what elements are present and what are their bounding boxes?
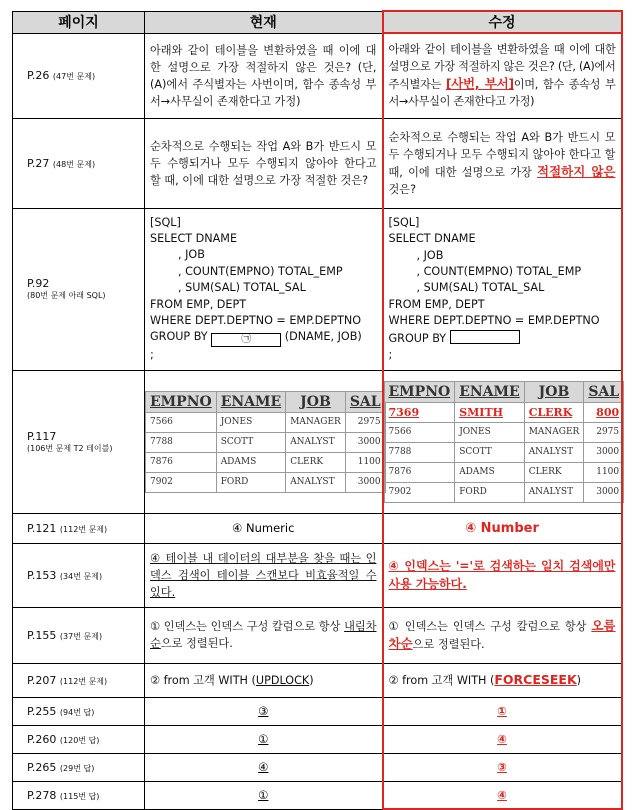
table-row [13, 697, 622, 725]
table-row [13, 607, 622, 663]
fix-highlight: 적절하지 않은 [537, 163, 616, 179]
current-cell: ④ [145, 753, 383, 781]
current-cell: ④ 테이블 내 데이터의 대부분을 찾을 때는 인덱스 검색이 테이블 스캔보다 비효율적일 수 있다. [145, 543, 383, 607]
table-row [13, 753, 622, 781]
table-row [13, 543, 622, 607]
fix-highlight: 오름차순 [388, 618, 616, 652]
fix-highlight: FORCESEEK [494, 672, 577, 688]
blank-box [450, 330, 520, 344]
page-cell: P.92 (80번 문제 아래 SQL) [13, 208, 145, 370]
current-cell [145, 208, 383, 370]
header-row [13, 11, 622, 33]
fix-cell: ④ [383, 725, 622, 753]
errata-table [12, 10, 623, 810]
page-cell: P.265 (29번 답) [13, 753, 145, 781]
fix-cell [383, 370, 622, 513]
table-row: 7788 SCOTT ANALYST 3000 [384, 442, 624, 462]
sql-block: [SQL] SELECT DNAME , JOB , COUNT(EMPNO) TOTAL_EMP , SUM(SAL) TOTAL_SAL FROM EMP, DEPT WHERE DEPT.DEPTNO = EMP.DEPTNO GROUP BY ; [388, 215, 600, 362]
table-row [13, 208, 622, 370]
current-cell: ④ Numeric [145, 513, 383, 543]
current-cell: ① [145, 781, 383, 809]
fix-cell: ④ [383, 781, 622, 809]
fix-cell [383, 208, 622, 370]
fix-cell: ② from 고객 WITH (FORCESEEK) [383, 663, 622, 697]
header-current: 현재 [145, 11, 383, 33]
current-cell: ① 인덱스는 인덱스 구성 칼럼으로 항상 내림차순으로 정렬된다. [145, 607, 383, 663]
fix-cell: ④ Number [383, 513, 622, 543]
table-row [13, 118, 622, 208]
fix-cell: ① [383, 697, 622, 725]
blank-box: ㉠ [211, 333, 281, 347]
fix-cell: ① 인덱스는 인덱스 구성 칼럼으로 항상 오름차순으로 정렬된다. [383, 607, 622, 663]
current-cell: 순차적으로 수행되는 작업 A와 B가 반드시 모두 수행되거나 모두 수행되지 않아야 한다고 할 때, 이에 대한 설명으로 가장 적절한 것은? [145, 118, 383, 208]
page-cell: P.255 (94번 답) [13, 697, 145, 725]
current-cell [145, 370, 383, 513]
table-row [13, 725, 622, 753]
table-row: 7566 JONES MANAGER 2975 [384, 422, 624, 442]
t2-table-fixed: EMPNO ENAME JOB SAL 7369 SMITH CLERK 800 7566 JONES MANAGER 2975 7788 SCOTT ANALYST 3000 7876 ADAMS CLERK 1100 7902 FORD ANALYST 3000 [384, 381, 625, 503]
page-cell: P.26 (47번 문제) [13, 33, 145, 118]
table-row [13, 513, 622, 543]
page-cell: P.260 (120번 답) [13, 725, 145, 753]
table-row [13, 781, 622, 809]
table-row: 7788 SCOTT ANALYST 3000 [146, 432, 386, 452]
table-row: 7902 FORD ANALYST 3000 [384, 482, 624, 502]
fix-cell: 아래와 같이 테이블을 변환하였을 때 이에 대한 설명으로 가장 적절하지 않은 것은? (단, (A)에서 주식별자는 [사번, 부서]이며, 함수 종속성 부서→사무실이 존재한다고 가정) [383, 33, 622, 118]
page-cell: P.278 (115번 답) [13, 781, 145, 809]
table-row: 7876 ADAMS CLERK 1100 [384, 462, 624, 482]
current-cell: 아래와 같이 테이블을 변환하였을 때 이에 대한 설명으로 가장 적절하지 않은 것은? (단, (A)에서 주식별자는 사번이며, 함수 종속성 부서→사무실이 존재한다고 가정) [145, 33, 383, 118]
table-row [13, 663, 622, 697]
page-cell: P.155 (37번 문제) [13, 607, 145, 663]
table-row [13, 370, 622, 513]
current-cell: ② from 고객 WITH (UPDLOCK) [145, 663, 383, 697]
fix-cell: ③ [383, 753, 622, 781]
sql-block: [SQL] SELECT DNAME , JOB , COUNT(EMPNO) TOTAL_EMP , SUM(SAL) TOTAL_SAL FROM EMP, DEPT WHERE DEPT.DEPTNO = EMP.DEPTNO GROUP BY ㉠ (DNAME, JOB) ; [150, 215, 362, 362]
page-cell: P.27 (48번 문제) [13, 118, 145, 208]
table-row: 7876 ADAMS CLERK 1100 [146, 452, 386, 472]
table-row: 7902 FORD ANALYST 3000 [146, 472, 386, 492]
current-cell: ③ [145, 697, 383, 725]
page-cell: P.207 (112번 문제) [13, 663, 145, 697]
current-cell: ① [145, 725, 383, 753]
page-cell: P.121 (112번 문제) [13, 513, 145, 543]
page-cell: P.153 (34번 문제) [13, 543, 145, 607]
fix-highlight: [사번, 부서] [445, 76, 514, 92]
table-row [13, 33, 622, 118]
header-page: 페이지 [13, 11, 145, 33]
header-fix: 수정 [383, 11, 622, 33]
t2-table: EMPNO ENAME JOB SAL 7566 JONES MANAGER 2975 7788 SCOTT ANALYST 3000 7876 ADAMS CLERK 1100 7902 FORD ANALYST 3000 [145, 391, 386, 493]
fix-cell: 순차적으로 수행되는 작업 A와 B가 반드시 모두 수행되거나 모두 수행되지 않아야 한다고 할 때, 이에 대한 설명으로 가장 적절하지 않은 것은? [383, 118, 622, 208]
table-row: 7566 JONES MANAGER 2975 [146, 412, 386, 432]
page-cell: P.117 (106번 문제 T2 테이블) [13, 370, 145, 513]
fix-cell: ④ 인덱스는 '='로 검색하는 일치 검색에만 사용 가능하다. [383, 543, 622, 607]
added-row: 7369 SMITH CLERK 800 [384, 402, 624, 422]
